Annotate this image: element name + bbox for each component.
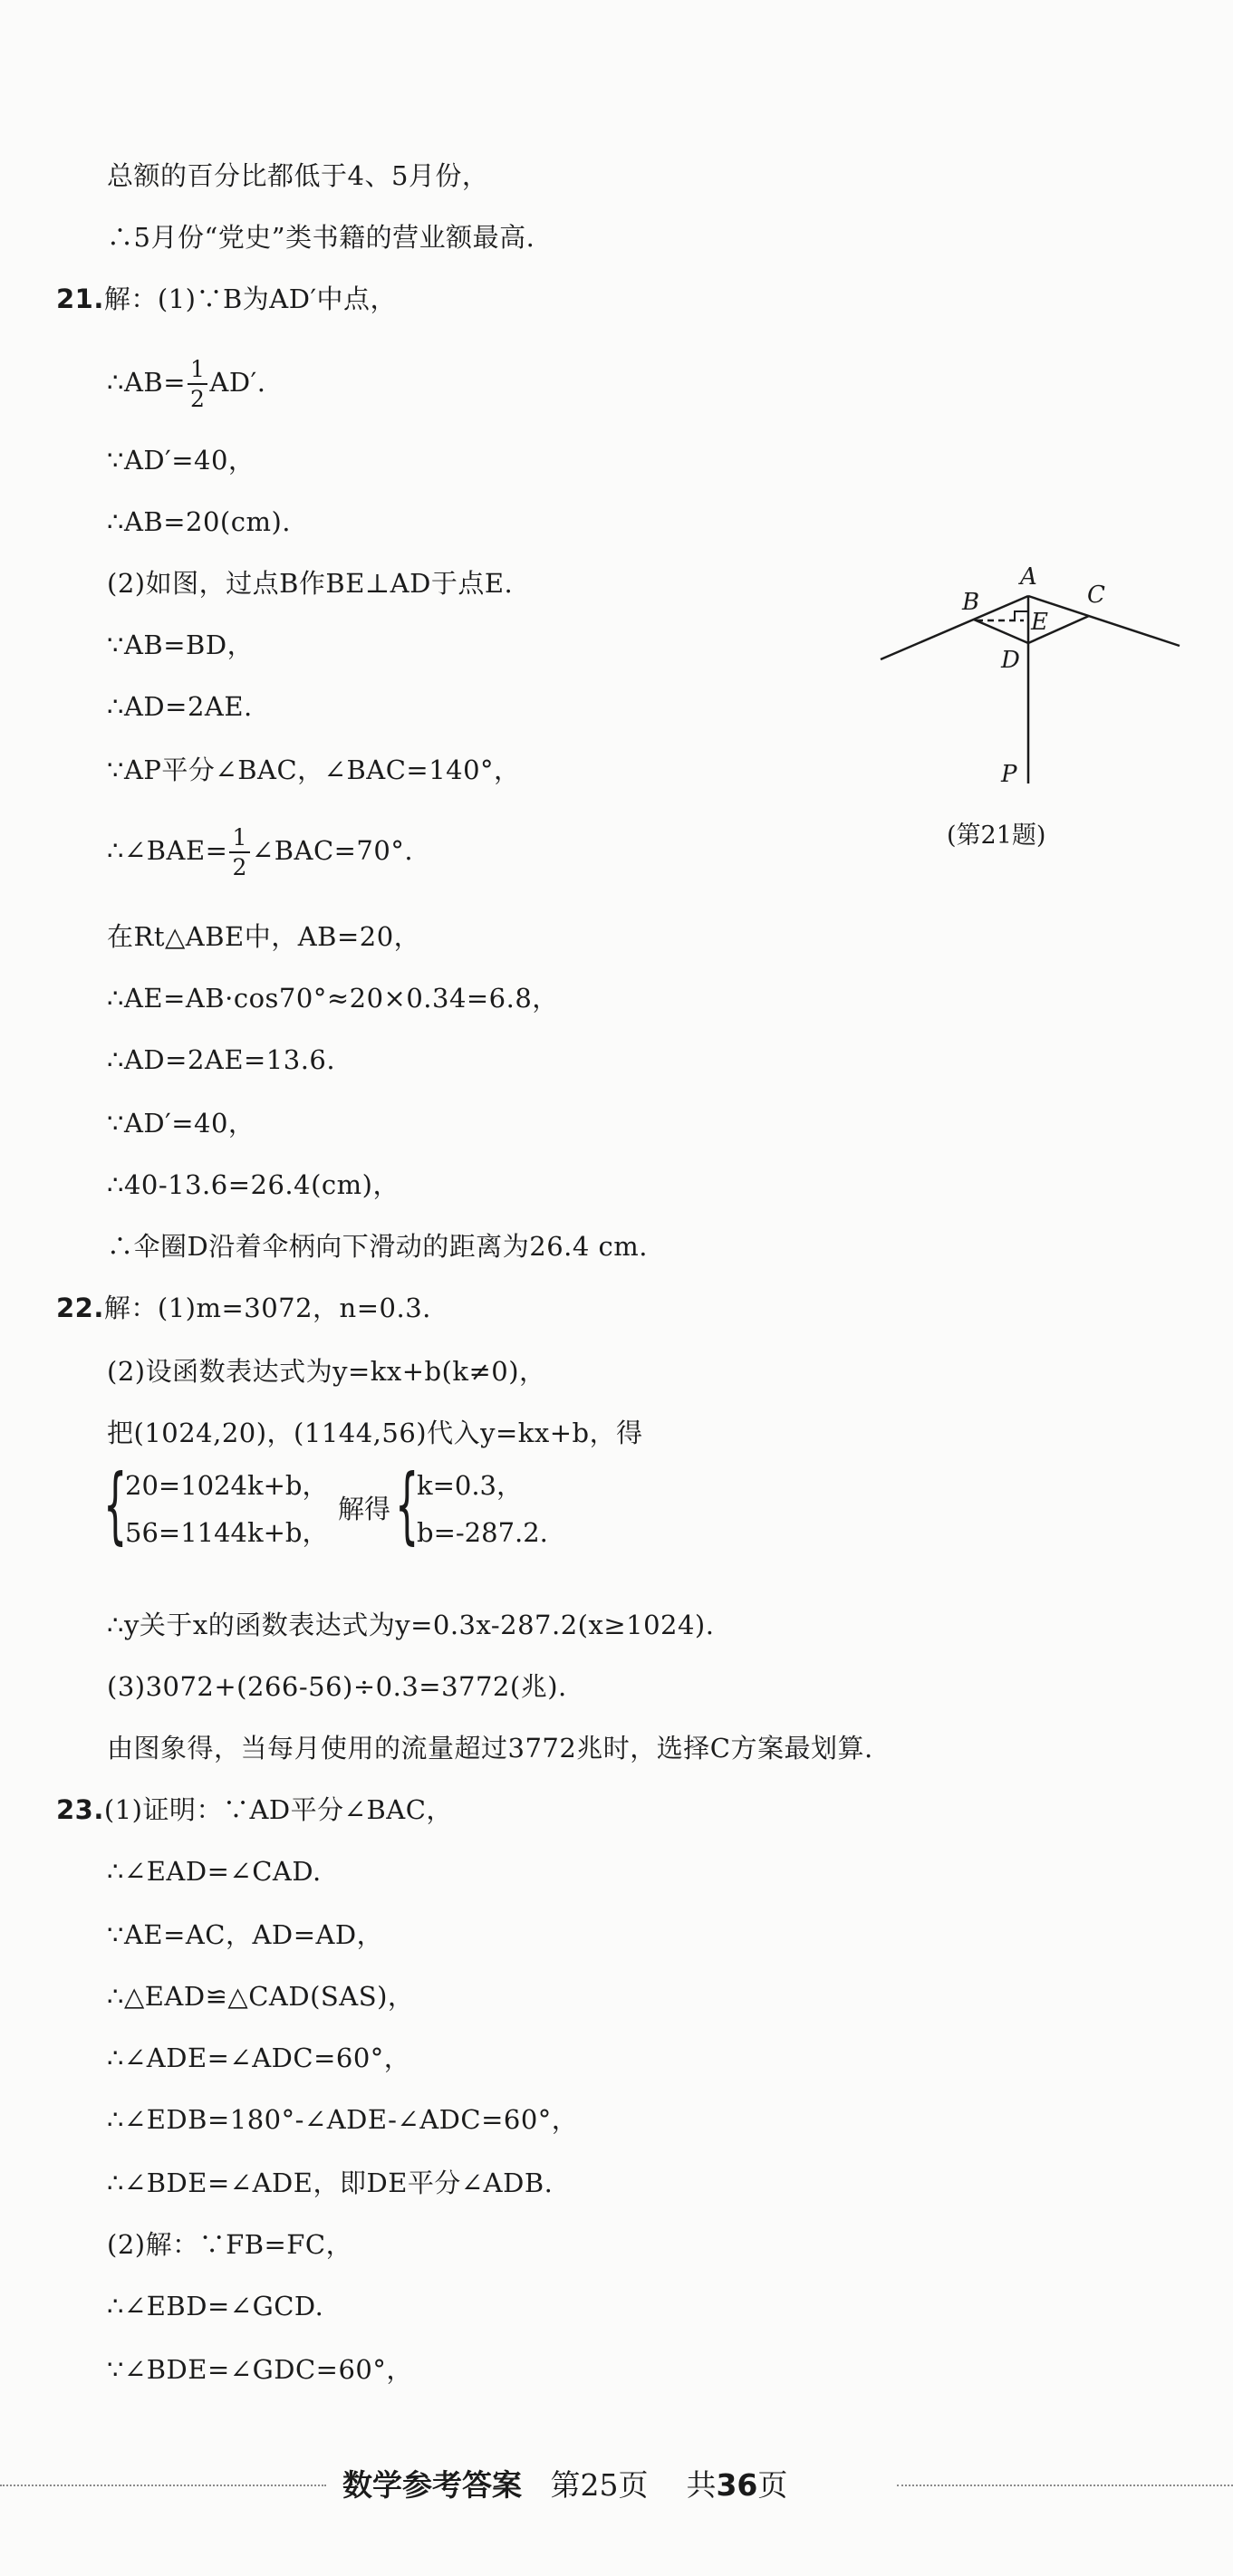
text-line: (2)如图，过点B作BE⊥AD于点E. xyxy=(107,568,514,599)
formula-line xyxy=(107,826,413,879)
fraction-numerator: 1 xyxy=(229,826,249,853)
text-line: 把(1024,20)，(1144,56)代入y=kx+b，得 xyxy=(107,1418,643,1448)
text-line: ∴∠EBD=∠GCD. xyxy=(107,2291,324,2321)
fraction xyxy=(188,358,207,410)
page-footer xyxy=(0,2462,1233,2507)
text-line: (2)解：∵FB=FC， xyxy=(107,2229,353,2260)
question-text: (1)证明：∵AD平分∠BAC， xyxy=(103,1794,453,1825)
page-number: 25 xyxy=(580,2467,619,2503)
question-number: 23. xyxy=(56,1794,104,1825)
formula-part: ∴∠BAE= xyxy=(107,835,228,866)
label-a: A xyxy=(1020,563,1037,591)
figure-caption: (第21题) xyxy=(947,822,1046,850)
text-line: ∵AB=BD， xyxy=(107,630,255,660)
equation: 20=1024k+b， xyxy=(125,1470,329,1501)
text-line: 由图象得，当每月使用的流量超过3772兆时，选择C方案最划算. xyxy=(107,1733,873,1764)
footer-text xyxy=(342,2462,787,2504)
question-text: 解：(1)m=3072，n=0.3. xyxy=(103,1293,431,1323)
text-line: ∴∠EDB=180°-∠ADE-∠ADC=60°， xyxy=(107,2104,579,2135)
text-line: ∵AD′=40， xyxy=(107,445,255,476)
text-line: ∵AD′=40， xyxy=(107,1108,255,1139)
label-e: E xyxy=(1031,609,1048,636)
text-line: (2)设函数表达式为y=kx+b(k≠0)， xyxy=(107,1356,546,1387)
text-line: ∴AB=20(cm). xyxy=(107,506,291,537)
text-line: ∴∠BDE=∠ADE，即DE平分∠ADB. xyxy=(107,2167,554,2198)
question-number: 21. xyxy=(56,284,104,314)
footer-title: 数学参考答案 xyxy=(342,2467,522,2503)
text-line: ∴∠EAD=∠CAD. xyxy=(107,1856,322,1887)
fraction-denominator: 2 xyxy=(190,386,206,412)
fraction xyxy=(229,826,249,879)
label-p: P xyxy=(1001,761,1017,788)
stretcher-bd xyxy=(974,620,1028,643)
formula-part: ∠BAC=70°. xyxy=(251,835,414,866)
text-line: ∴y关于x的函数表达式为y=0.3x-287.2(x≥1024). xyxy=(107,1610,715,1640)
formula-part: AD′. xyxy=(209,367,266,398)
footer-page-suffix: 页 xyxy=(618,2467,649,2503)
equation-result: k=0.3， xyxy=(417,1470,523,1501)
right-angle-mark xyxy=(1015,611,1028,620)
equation: 56=1144k+b， xyxy=(125,1517,329,1548)
text-line: ∵AP平分∠BAC，∠BAC=140°， xyxy=(107,755,521,785)
question-number: 22. xyxy=(56,1293,104,1323)
text-line: 总额的百分比都低于4、5月份， xyxy=(107,160,489,191)
question-22-heading xyxy=(56,1292,431,1324)
question-23-heading xyxy=(56,1793,453,1826)
umbrella-geometry-figure xyxy=(870,557,1196,856)
solve-label: 解得 xyxy=(338,1494,391,1524)
fraction-numerator: 1 xyxy=(188,358,207,385)
text-line: ∴∠ADE=∠ADC=60°， xyxy=(107,2043,411,2073)
text-line: ∴5月份“党史”类书籍的营业额最高. xyxy=(107,222,535,253)
footer-page-prefix: 第 xyxy=(550,2467,581,2503)
fraction-denominator: 2 xyxy=(232,854,247,880)
total-pages: 36 xyxy=(716,2467,758,2503)
text-line: ∴△EAD≌△CAD(SAS)， xyxy=(107,1981,415,2012)
question-text: 解：(1)∵B为AD′中点， xyxy=(103,284,398,314)
footer-total-suffix: 页 xyxy=(757,2467,788,2503)
text-line: ∴AD=2AE=13.6. xyxy=(107,1044,336,1075)
left-brace: { xyxy=(395,1456,419,1553)
formula-part: ∴AB= xyxy=(107,367,187,398)
text-line: ∴40-13.6=26.4(cm)， xyxy=(107,1169,400,1200)
text-line: (3)3072+(266-56)÷0.3=3772(兆). xyxy=(107,1671,567,1702)
label-d: D xyxy=(1001,647,1020,674)
text-line: ∵∠BDE=∠GDC=60°， xyxy=(107,2354,413,2385)
text-line: ∴AD=2AE. xyxy=(107,691,253,722)
question-21-heading xyxy=(56,283,397,315)
footer-dotted-rule-left xyxy=(0,2485,326,2486)
text-line: ∵AE=AC，AD=AD， xyxy=(107,1919,384,1950)
equation-result: b=-287.2. xyxy=(417,1517,548,1548)
text-line: ∴AE=AB·cos70°≈20×0.34=6.8， xyxy=(107,983,559,1014)
label-c: C xyxy=(1087,582,1105,609)
label-b: B xyxy=(962,589,980,616)
footer-total-prefix: 共 xyxy=(686,2467,717,2503)
text-line: ∴伞圈D沿着伞柄向下滑动的距离为26.4 cm. xyxy=(107,1231,648,1262)
left-brace: { xyxy=(103,1456,128,1553)
formula-line xyxy=(107,358,265,410)
footer-dotted-rule-right xyxy=(897,2485,1233,2486)
text-line: 在Rt△ABE中，AB=20， xyxy=(107,921,421,952)
